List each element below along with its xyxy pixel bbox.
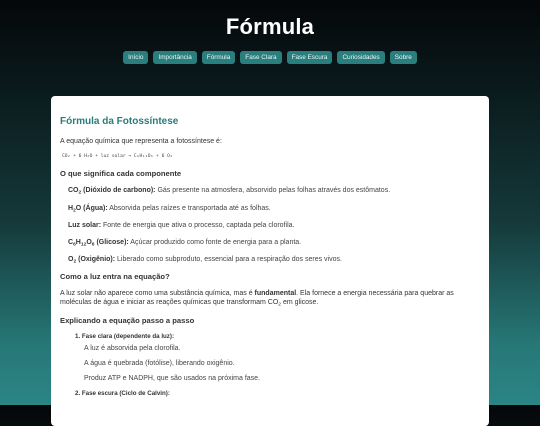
section-heading-light: Como a luz entra na equação? xyxy=(60,271,170,281)
intro-text: A equação química que representa a fotossíntese é: xyxy=(60,138,222,145)
step-1-line-2: A água é quebrada (fotólise), liberando oxigênio. xyxy=(84,359,235,367)
component-glicose: $C_6H_{12}O_6$ (Glicose): Açúcar produzido como fonte de energia para a planta. xyxy=(68,238,302,248)
nav-formula[interactable]: Fórmula xyxy=(202,51,235,64)
component-co2: $CO_2$ (Dióxido de carbono): Gás presente na atmosfera, absorvido pelas folhas através dos estômatos. xyxy=(68,187,391,196)
nav-importancia[interactable]: Importância xyxy=(153,51,196,64)
nav-sobre[interactable]: Sobre xyxy=(390,51,417,64)
component-o2: $O_2$ (Oxigênio): Liberado como subproduto, essencial para a respiração dos seres vivos. xyxy=(68,255,342,265)
nav-curiosidades[interactable]: Curiosidades xyxy=(337,51,384,64)
site-title: Fórmula xyxy=(225,14,315,39)
step-1-line-3: Produz ATP e NADPH, que são usados na próxima fase. xyxy=(84,374,261,382)
step-1-title: 1. Fase clara (dependente da luz): xyxy=(75,332,175,340)
component-luz: Luz solar: Fonte de energia que ativa o processo, captada pela clorofila. xyxy=(68,221,295,229)
nav-inicio[interactable]: Início xyxy=(123,51,148,64)
section-heading-steps: Explicando a equação passo a passo xyxy=(60,315,195,325)
step-1-line-1: A luz é absorvida pela clorofila. xyxy=(84,344,181,352)
step-2-title: 2. Fase escura (Ciclo de Calvin): xyxy=(75,389,170,397)
card-title: Fórmula da Fotossíntese xyxy=(60,116,179,127)
light-paragraph: A luz solar não aparece como uma substância química, mas é fundamental. Ela fornece a energia necessária para quebrar as moléculas de água e iniciar as reações químicas que transformam $CO_2$ em glicose. xyxy=(60,289,454,308)
content-card xyxy=(51,96,489,426)
equation: CO₂ + 6 H₂O + luz solar → C₆H₁₂O₆ + 6 O₂ xyxy=(62,154,173,160)
nav-fase-clara[interactable]: Fase Clara xyxy=(240,51,281,64)
section-heading-components: O que significa cada componente xyxy=(60,169,182,179)
main-nav xyxy=(0,51,540,64)
component-h2o: $H_2O$ (Água): Absorvida pelas raízes e transportada até as folhas. xyxy=(68,204,271,214)
nav-fase-escura[interactable]: Fase Escura xyxy=(287,51,333,64)
